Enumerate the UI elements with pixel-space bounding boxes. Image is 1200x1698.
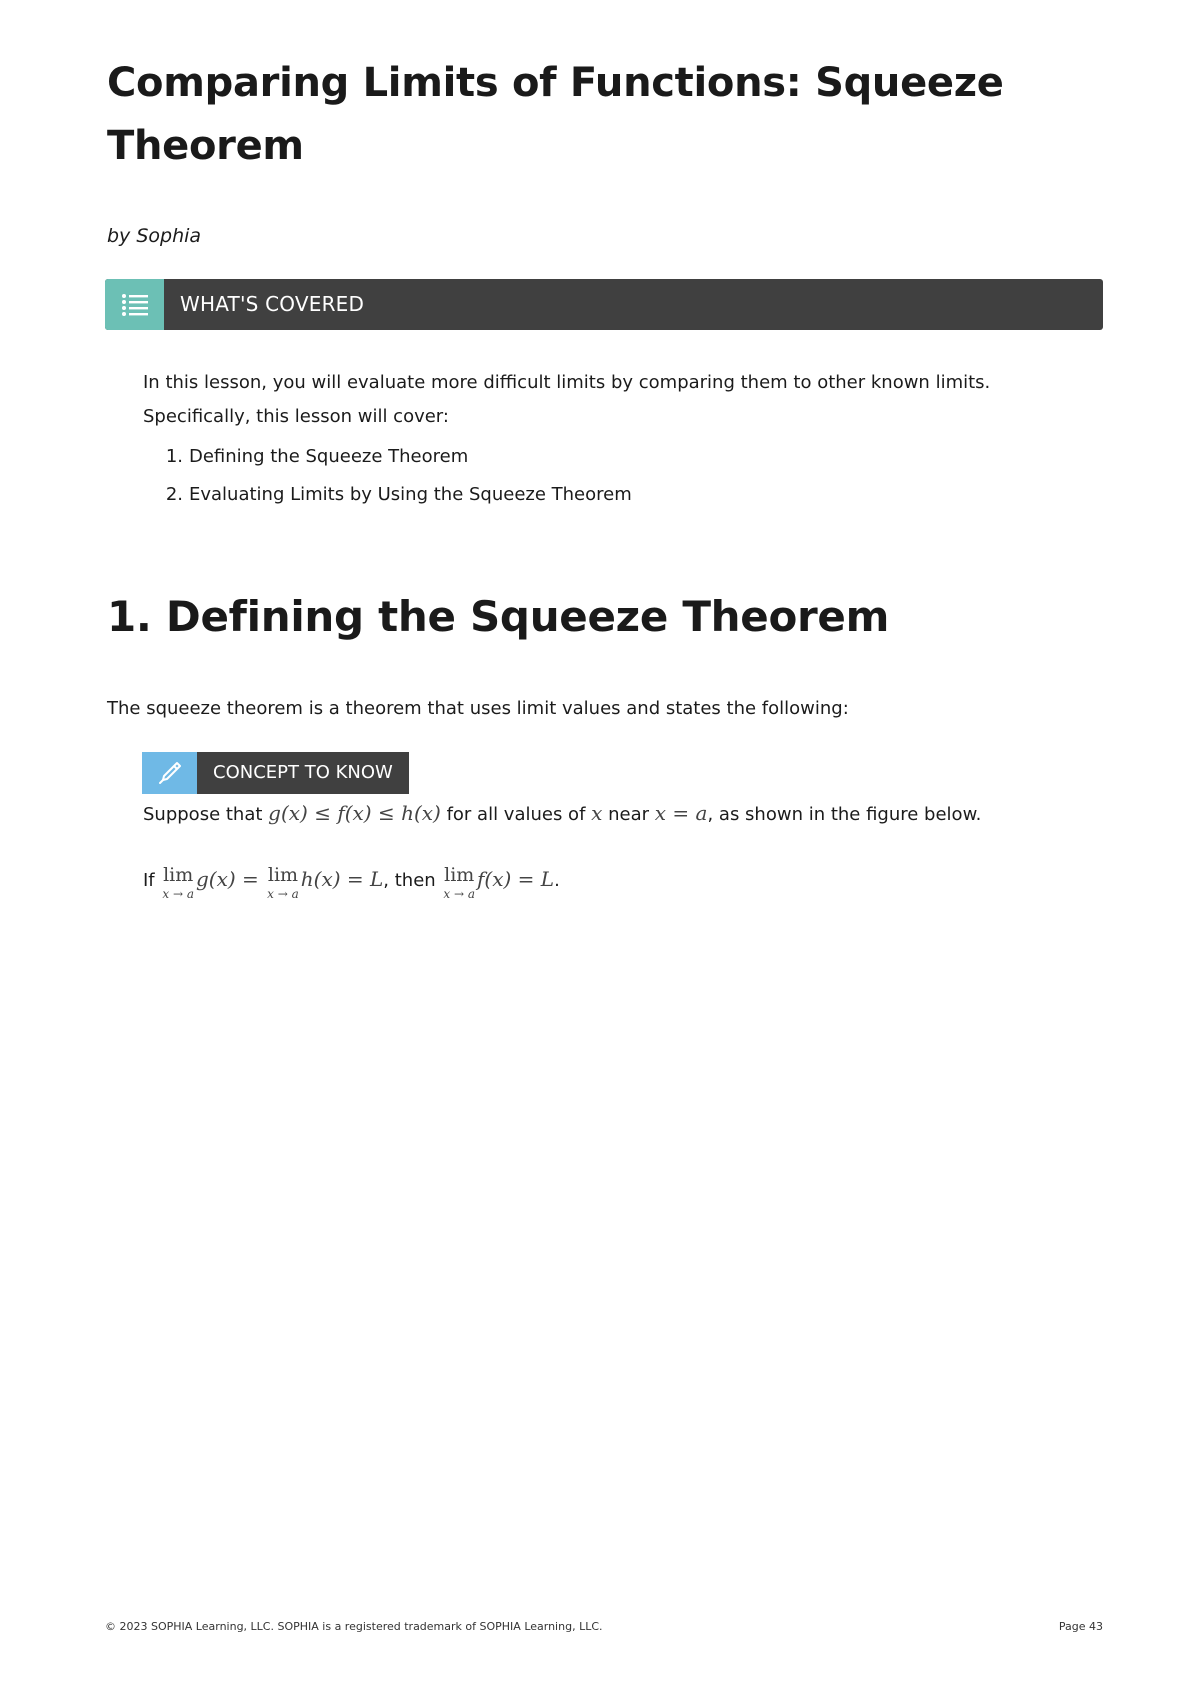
then-word: , then	[383, 870, 442, 891]
limit-g	[162, 866, 194, 900]
list-item-number: 2.	[165, 484, 183, 505]
covered-body	[143, 366, 1043, 514]
period: .	[554, 870, 560, 891]
suppose-statement	[143, 801, 981, 825]
suppose-prefix: Suppose that	[143, 804, 269, 825]
inequality-expression: g(x) ≤ f(x) ≤ h(x)	[268, 801, 441, 825]
author-byline: by Sophia	[107, 225, 202, 247]
section-heading: 1. Defining the Squeeze Theorem	[107, 592, 890, 641]
suppose-near: near	[602, 804, 655, 825]
page-number: Page 43	[1058, 1620, 1103, 1633]
list-item-number: 1.	[165, 446, 183, 467]
section-intro: The squeeze theorem is a theorem that uses limit values and states the following:	[107, 698, 849, 719]
document-title: Comparing Limits of Functions: Squeeze Theorem	[107, 60, 1004, 169]
g-expression: g(x) =	[195, 867, 266, 891]
whats-covered-label: WHAT'S COVERED	[180, 292, 365, 316]
h-expression: h(x) = L	[300, 867, 384, 891]
if-word: If	[143, 870, 161, 891]
lim-word: lim	[267, 864, 299, 886]
lim-subscript: x → a	[162, 887, 194, 901]
f-expression: f(x) = L	[477, 867, 555, 891]
whats-covered-banner	[105, 279, 1103, 330]
lim-subscript: x → a	[443, 887, 476, 901]
limit-f	[443, 866, 475, 900]
lim-subscript: x → a	[267, 887, 299, 901]
approach-condition: x = a	[654, 801, 708, 825]
concept-label: CONCEPT TO KNOW	[213, 762, 393, 783]
pen-icon	[142, 752, 197, 794]
suppose-suffix: , as shown in the figure below.	[707, 804, 982, 825]
list-item	[143, 476, 1043, 514]
covered-intro-line-1: In this lesson, you will evaluate more difficult limits by comparing them to other known limits.	[143, 372, 991, 393]
list-item-text: Defining the Squeeze Theorem	[189, 446, 469, 467]
list-item	[143, 438, 1043, 476]
lim-word: lim	[163, 864, 194, 886]
covered-list	[143, 438, 1043, 514]
suppose-middle: for all values of	[440, 804, 592, 825]
list-item-text: Evaluating Limits by Using the Squeeze Theorem	[189, 484, 632, 505]
covered-intro-line-2: Specifically, this lesson will cover:	[143, 406, 449, 427]
lim-word: lim	[444, 864, 475, 886]
list-icon	[105, 279, 164, 330]
copyright-notice: © 2023 SOPHIA Learning, LLC. SOPHIA is a registered trademark of SOPHIA Learning, LLC.	[105, 1620, 603, 1633]
variable-x: x	[591, 801, 603, 825]
concept-to-know-tag	[142, 752, 409, 794]
squeeze-statement	[143, 866, 560, 900]
limit-h	[267, 866, 299, 900]
